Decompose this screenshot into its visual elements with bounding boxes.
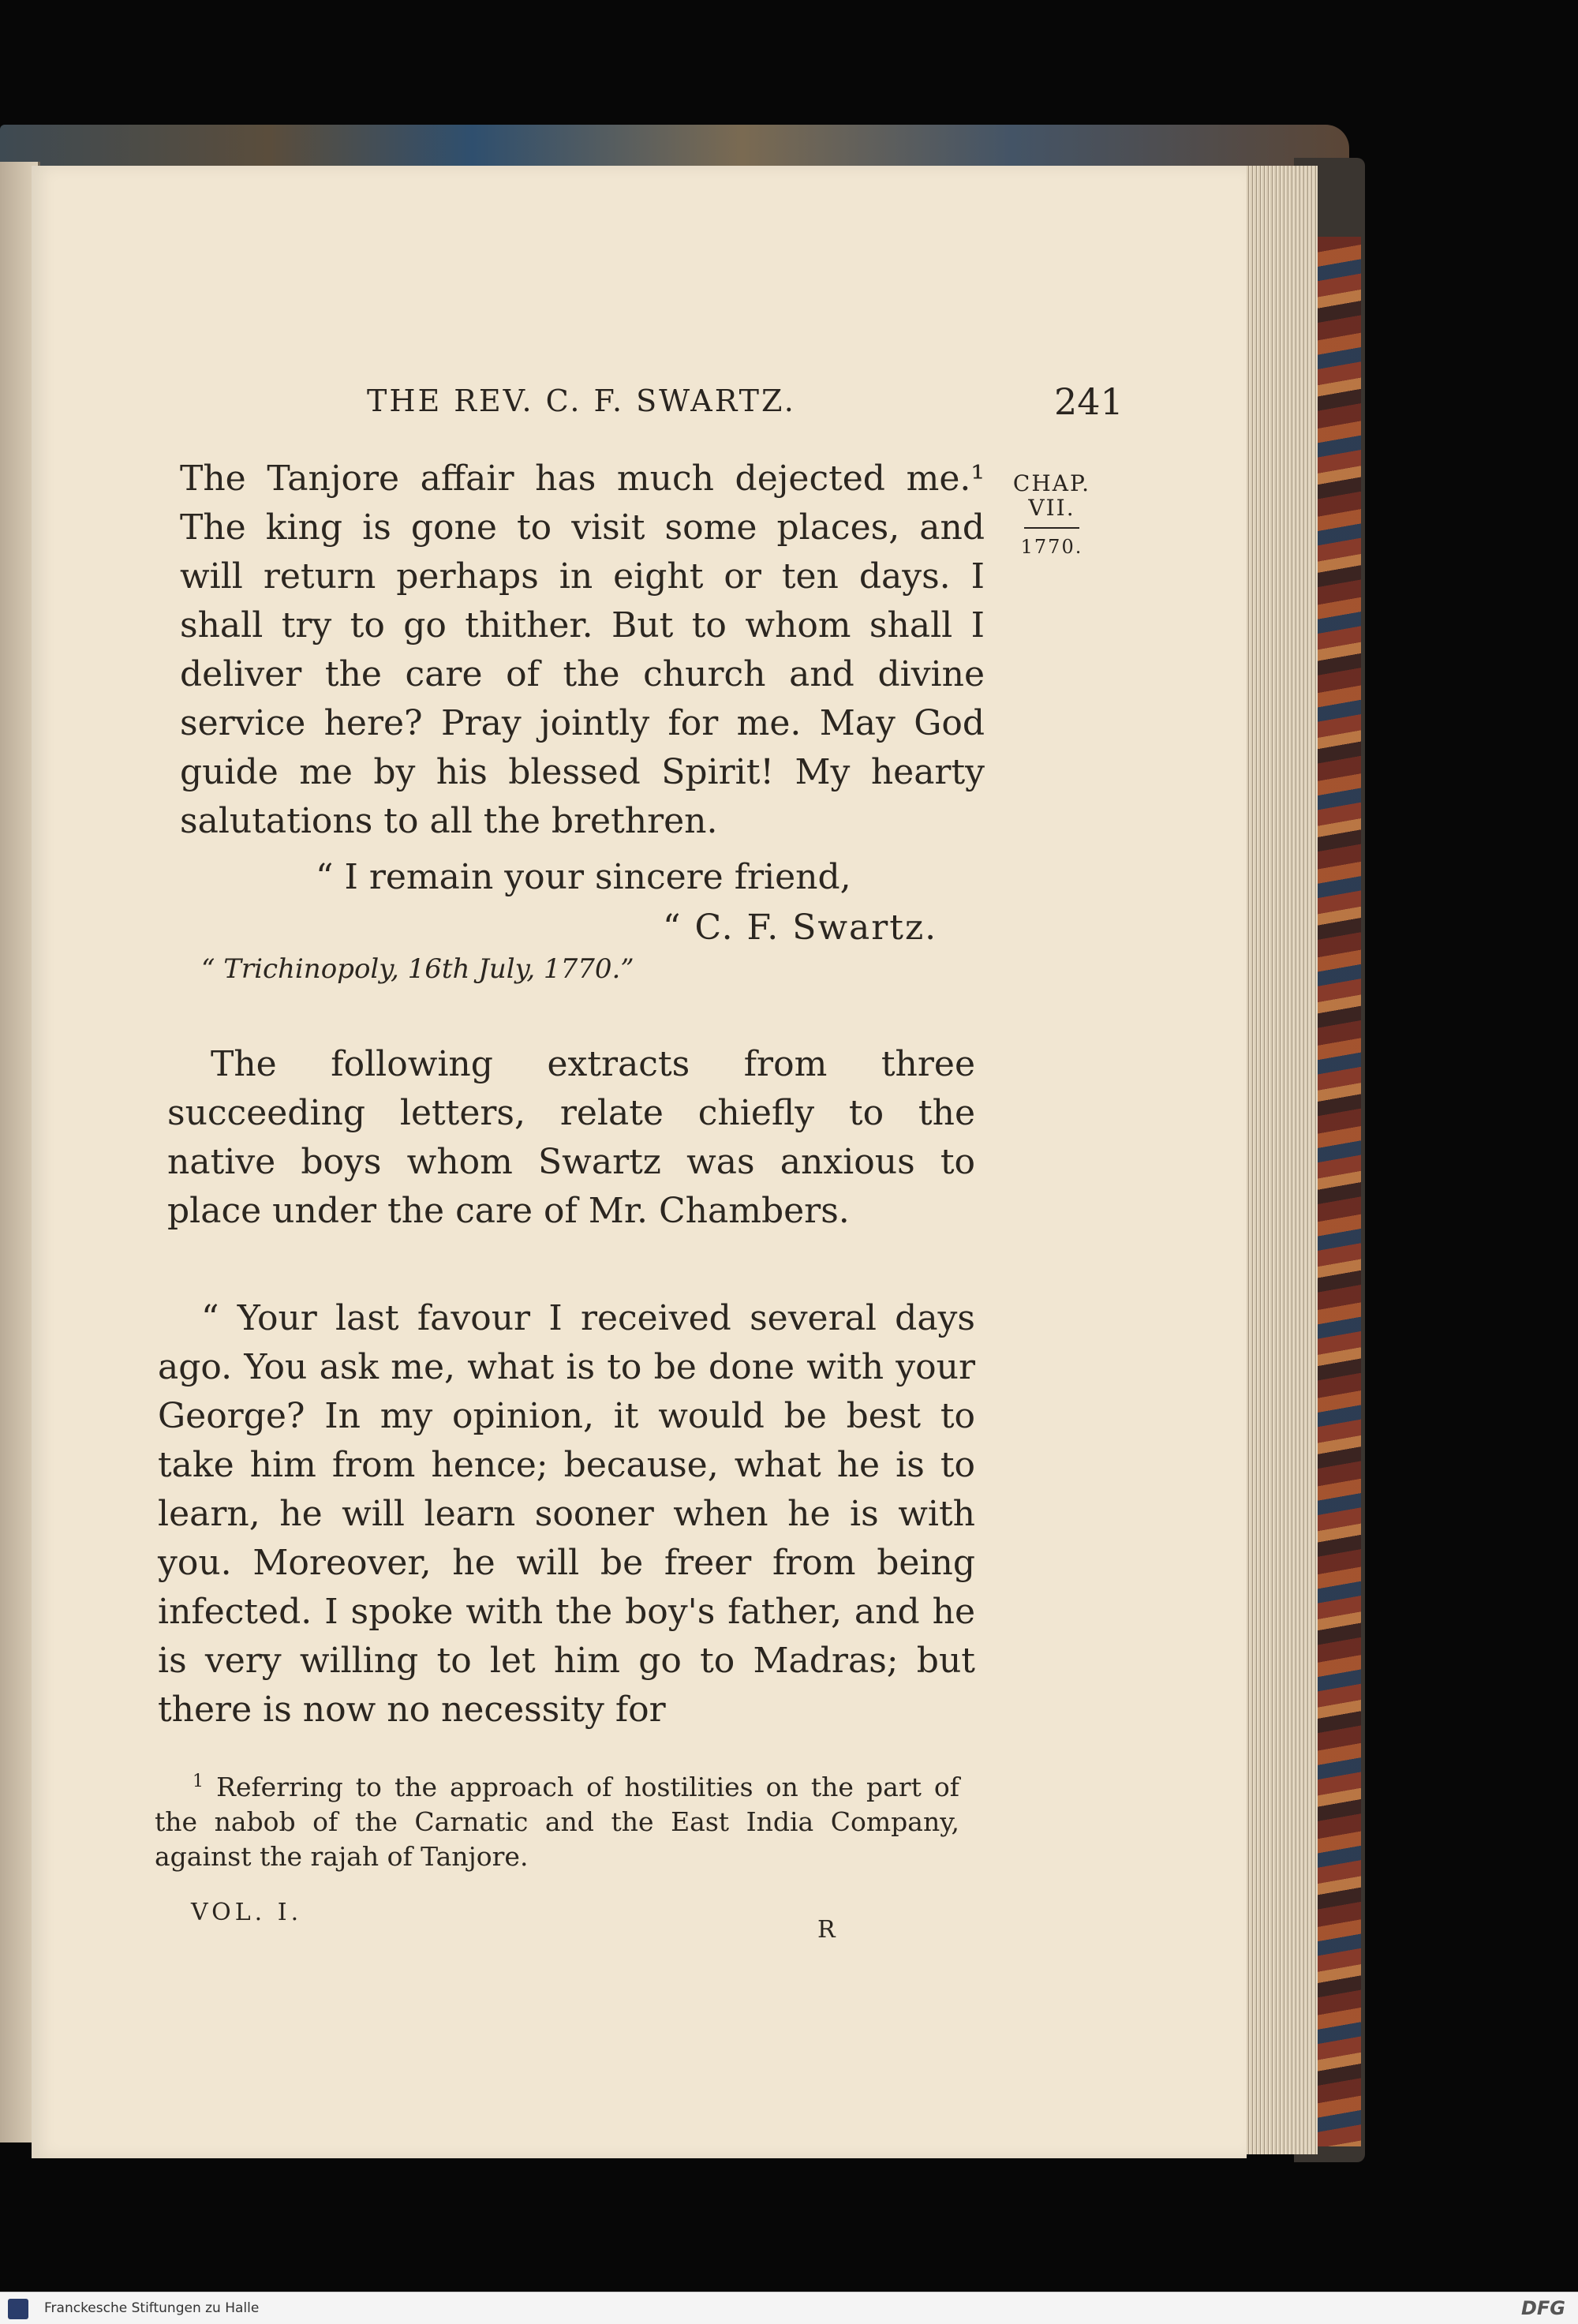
dfg-logo: DFG [1520,2297,1565,2319]
signature-mark: VOL. I. [191,1899,303,1926]
institution-logo-icon [8,2299,28,2319]
running-head: THE REV. C. F. SWARTZ. [367,384,796,418]
footnote-text: Referring to the approach of hostilities on the part of the nabob of the Carnatic and the East India Company, against the rajah of Tanjore. [155,1772,959,1872]
book-cover-top [0,125,1349,169]
footnote [155,1765,959,1874]
margin-chap: CHAP. [1012,470,1091,496]
footer-bar [0,2292,1578,2324]
letter-signature: “ C. F. Swartz. [663,908,938,948]
page-stack-edge [1239,166,1318,2154]
footnote-marker: 1 [193,1772,204,1791]
body-paragraph-2: The following extracts from three succeeding letters, relate chiefly to the native boys whom Swartz was anxious to place under the care of Mr. Chambers. [167,1044,975,1231]
body-paragraph-3: “ Your last favour I received several days ago. You ask me, what is to be done with your George? In my opinion, it would be best to take him from hence; because, what he is to learn, he will learn sooner when he is with you. Moreover, he will be freer from being infected. I spoke with the boy's father, and he is very willing to let him go to Madras; but there is now no necessity for [158,1298,975,1730]
letter-dateline: “ Trichinopoly, 16th July, 1770.” [201,953,634,985]
signature-letter: R [817,1916,836,1944]
institution-name: Franckesche Stiftungen zu Halle [44,2300,260,2316]
margin-chap-number: VII. [1028,494,1075,521]
margin-rule [1024,527,1079,529]
margin-year: 1770. [1020,535,1083,558]
page-number: 241 [1054,380,1124,423]
margin-note [1008,472,1095,557]
letter-closing: “ I remain your sincere friend, [316,857,851,897]
body-paragraph-1: The Tanjore affair has much dejected me.¹ The king is gone to visit some places, and will return perhaps in eight or ten days. I shall try to go thither. But to whom shall I deliver the care of the church and divine service here? Pray jointly for me. May God guide me by his blessed Spirit! My hearty salutations to all the brethren. [180,458,985,841]
